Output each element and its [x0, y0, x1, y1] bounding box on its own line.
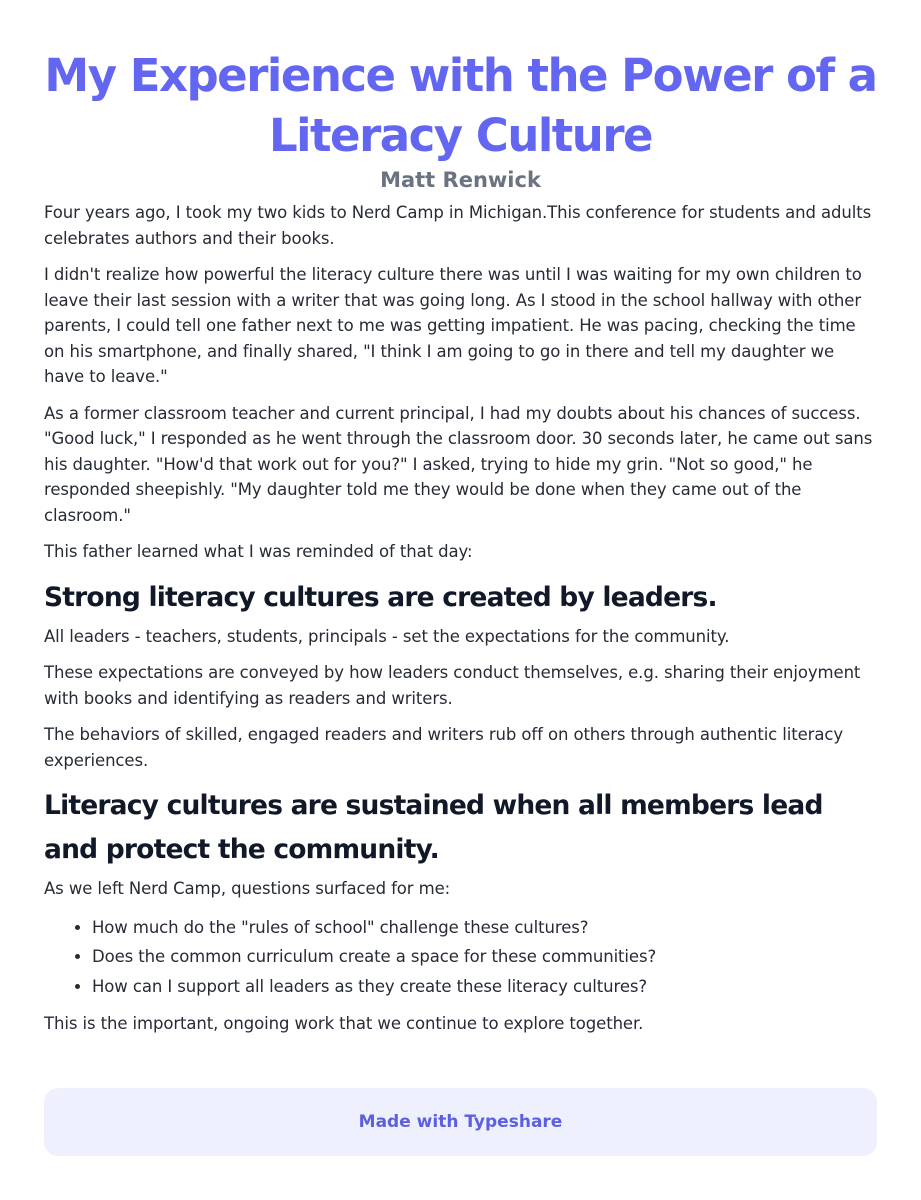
paragraph-closing: This is the important, ongoing work that we continue to explore together. [44, 1014, 644, 1033]
paragraph-principal: As a former classroom teacher and current principal, I had my doubts about his chances of success. "Good luck," I responded as he went through the classroom door. 30 seconds later, he came out sans his daughter. "How'd that work out for you?" I asked, trying to hide my grin. "Not so good," he responded sheepishly. "My daughter told me they would be done when they came out of the clasroom." [44, 403, 873, 525]
paragraph-leaders-3: The behaviors of skilled, engaged readers and writers rub off on others through authentic literacy experiences. [44, 725, 844, 770]
paragraph-leaders-2: These expectations are conveyed by how leaders conduct themselves, e.g. sharing their enjoyment with books and identifying as readers and writers. [44, 663, 861, 708]
paragraph-questions-intro: As we left Nerd Camp, questions surfaced for me: [44, 879, 451, 898]
typeshare-footer[interactable] [44, 1088, 877, 1156]
questions-list [44, 913, 877, 1002]
paragraph-reminder: This father learned what I was reminded of that day: [44, 542, 473, 561]
paragraph-leaders-1: All leaders - teachers, students, principals - set the expectations for the community. [44, 626, 730, 646]
list-item: • How much do the "rules of school" challenge these cultures? [92, 913, 877, 943]
list-item: • How can I support all leaders as they create these literacy cultures? [92, 972, 877, 1002]
article-author: Matt Renwick [380, 168, 541, 192]
paragraph-hallway: I didn't realize how powerful the literacy culture there was until I was waiting for my own children to leave their last session with a writer that was going long. As I stood in the school hallway with other parents, I could tell one father next to me was getting impatient. He was pacing, checking the time on his smartphone, and finally shared, "I think I am going to go in there and tell my daughter we have to leave." [44, 265, 862, 386]
article-title: My Experience with the Power of a Literacy Culture [44, 49, 877, 162]
footer-label: Made with Typeshare [358, 1112, 563, 1132]
section-heading-sustained: Literacy cultures are sustained when all members lead and protect the community. [44, 790, 823, 865]
section-heading-leaders: Strong literacy cultures are created by leaders. [44, 581, 717, 613]
article-body [44, 200, 877, 1037]
paragraph-intro: Four years ago, I took my two kids to Nerd Camp in Michigan.This conference for students and adults celebrates authors and their books. [44, 203, 872, 248]
list-item: • Does the common curriculum create a space for these communities? [92, 942, 877, 972]
